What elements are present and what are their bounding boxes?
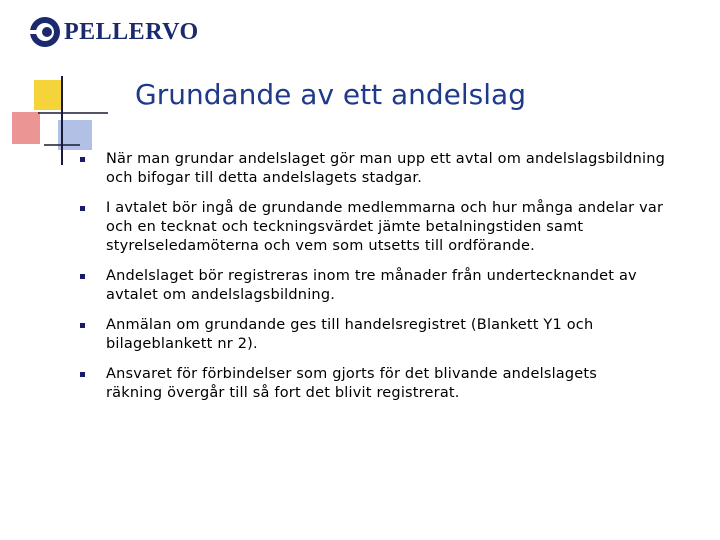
bullet-text-line: och bifogar till detta andelslagets stadgar. [106, 170, 423, 186]
bullet-marker-icon [80, 274, 85, 279]
slide-title: Grundande av ett andelslag [135, 78, 526, 111]
bullet-list [80, 150, 720, 414]
bullet-marker-icon [80, 206, 85, 211]
logo-text: PELLERVO [64, 18, 199, 45]
bullet-text-line: Andelslaget bör registreras inom tre månader från undertecknandet av [106, 268, 637, 284]
bullet-text-line: Anmälan om grundande ges till handelsregistret (Blankett Y1 och [106, 317, 594, 333]
bullet-item [80, 365, 720, 403]
bullet-marker-icon [80, 323, 85, 328]
bullet-item [80, 316, 720, 354]
bullet-text-line: bilageblankett nr 2). [106, 336, 258, 352]
bullet-text-line: När man grundar andelslaget gör man upp ett avtal om andelslagsbildning [106, 151, 666, 167]
bullet-text-line: räkning övergår till så fort det blivit registrerat. [106, 385, 460, 401]
decorative-squares [0, 0, 110, 170]
bullet-text-line: och en tecknat och teckningsvärdet jämte betalningstiden samt [106, 219, 584, 235]
bullet-item [80, 267, 720, 305]
bullet-item [80, 199, 720, 256]
bullet-text-line: avtalet om andelslagsbildning. [106, 287, 336, 303]
bullet-text-line: styrelseledamöterna och vem som utsetts till ordförande. [106, 238, 535, 254]
bullet-marker-icon [80, 372, 85, 377]
bullet-text-line: Ansvaret för förbindelser som gjorts för det blivande andelslagets [106, 366, 598, 382]
bullet-text-line: I avtalet bör ingå de grundande medlemmarna och hur många andelar var [106, 200, 664, 216]
bullet-item [80, 150, 720, 188]
bullet-marker-icon [80, 157, 85, 162]
